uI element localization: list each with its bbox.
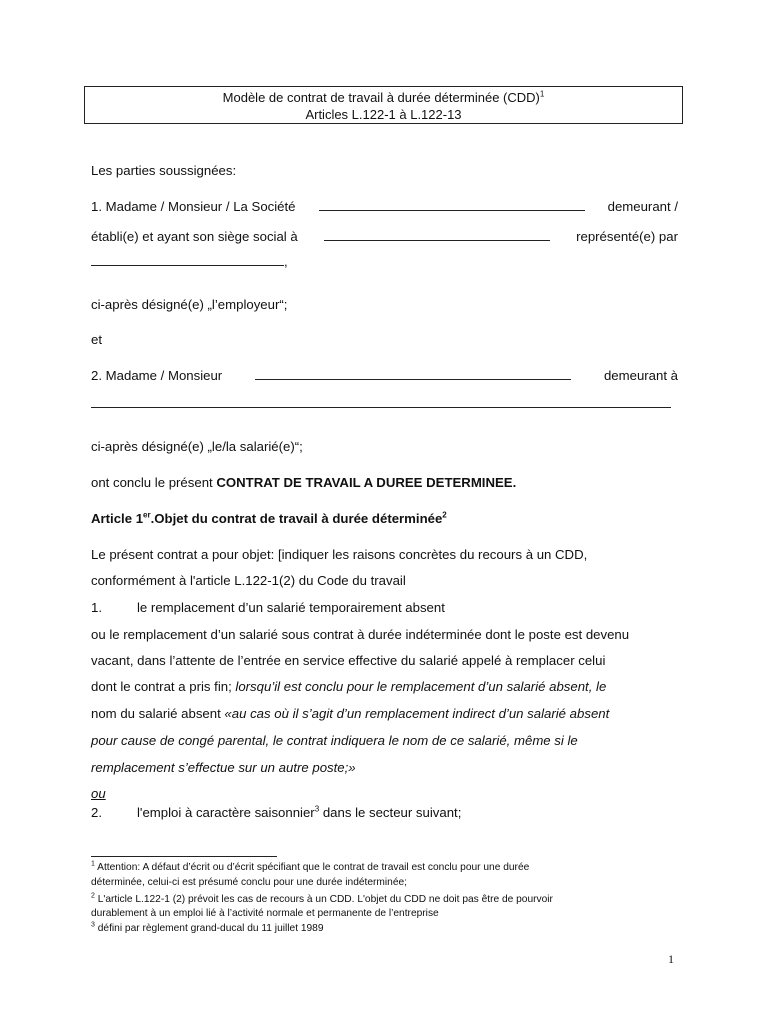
- footnote-separator: [91, 856, 277, 857]
- employer-designation: ci-après désigné(e) „l’employeur“;: [91, 297, 288, 312]
- party1-representative-blank: [91, 253, 284, 266]
- para-line5: [91, 732, 678, 749]
- party2-residence-label: demeurant à: [603, 368, 678, 383]
- para-line4-normal: nom du salarié absent: [91, 706, 225, 721]
- item1-text: le remplacement d’un salarié temporairement absent: [137, 600, 445, 615]
- employee-designation: ci-après désigné(e) „le/la salarié(e)“;: [91, 439, 303, 454]
- party2-label: 2. Madame / Monsieur: [91, 368, 223, 383]
- item2-number: 2.: [91, 805, 102, 820]
- title-box: [84, 86, 683, 124]
- party1-line2: [91, 228, 678, 245]
- item2-footnote-ref: 3: [314, 804, 320, 814]
- party2-address-blank: [91, 395, 671, 408]
- object-line1: Le présent contrat a pour objet: [indiquer les raisons concrètes du recours à un CDD,: [91, 547, 588, 562]
- item2: [91, 804, 678, 821]
- party2-line1: [91, 367, 678, 384]
- footnote-2-text: L'article L.122-1 (2) prévoit les cas de recours à un CDD. L'objet du CDD ne doit pas être de pourvoir: [94, 894, 553, 905]
- para-line3: [91, 678, 678, 695]
- party1-line3: [91, 253, 678, 270]
- article1-ordinal: er: [143, 510, 151, 520]
- item1: [91, 599, 678, 616]
- title-text: Modèle de contrat de travail à durée déterminée (CDD): [222, 90, 540, 105]
- footnote-2-number: 2: [91, 892, 95, 900]
- article1-heading: [91, 510, 678, 527]
- party2-name-blank: [255, 367, 571, 380]
- conjunction-et: et: [91, 332, 102, 347]
- footnote-2-line2: durablement à un emploi lié à l’activité normale et permanente de l’entreprise: [91, 908, 439, 919]
- article1-number: Article 1: [91, 511, 144, 526]
- parties-heading: Les parties soussignées:: [91, 163, 237, 178]
- item2-text: l'emploi à caractère saisonnier: [137, 805, 315, 820]
- contract-type-bold: CONTRAT DE TRAVAIL A DUREE DETERMINEE.: [216, 475, 517, 490]
- party1-represented-label: représenté(e) par: [576, 229, 678, 244]
- concluded-prefix: ont conclu le présent: [91, 475, 217, 490]
- footnote-3-number: 3: [91, 921, 95, 929]
- footnote-1-number: 1: [91, 860, 95, 868]
- para-line4: [91, 705, 678, 722]
- party1-label: 1. Madame / Monsieur / La Société: [91, 199, 296, 214]
- ou-text: ou: [91, 786, 106, 801]
- article1-title: Objet du contrat de travail à durée déterminée: [154, 511, 443, 526]
- title-footnote-ref: 1: [539, 89, 545, 99]
- title-line-1: [85, 89, 682, 106]
- footnote-2-line1: [91, 893, 678, 906]
- article1-footnote-ref: 2: [442, 510, 447, 520]
- para-line2: vacant, dans l’attente de l’entrée en service effective du salarié appelé à remplacer celui: [91, 653, 606, 668]
- para-line5-italic: pour cause de congé parental, le contrat indiquera le nom de ce salarié, même si le: [91, 733, 578, 748]
- item2-rest: dans le secteur suivant;: [319, 805, 462, 820]
- party1-seat-label: établi(e) et ayant son siège social à: [91, 229, 298, 244]
- page-number: 1: [668, 952, 674, 966]
- para-line3-normal: dont le contrat a pris fin;: [91, 679, 236, 694]
- party2-line2: [91, 395, 678, 412]
- party1-seat-blank: [324, 228, 550, 241]
- party1-comma: ,: [284, 254, 288, 269]
- para-line4-italic: «au cas où il s’agit d’un remplacement indirect d’un salarié absent: [224, 706, 610, 721]
- footnote-1-line2: déterminée, celui-ci est présumé conclu pour une durée indéterminée;: [91, 877, 407, 888]
- article1-dot: .: [150, 511, 155, 526]
- para-line1: ou le remplacement d’un salarié sous contrat à durée indéterminée dont le poste est devenu: [91, 627, 630, 642]
- ou-separator: [91, 785, 678, 802]
- footnote-3-text: défini par règlement grand-ducal du 11 juillet 1989: [94, 923, 324, 934]
- footnote-1-text: Attention: A défaut d’écrit ou d’écrit spécifiant que le contrat de travail est conclu pour une durée: [94, 862, 530, 873]
- footnote-3-line1: [91, 922, 678, 935]
- party1-residence-label: demeurant /: [607, 199, 678, 214]
- para-line6: [91, 759, 678, 776]
- para-line3-italic: lorsqu’il est conclu pour le remplacement d’un salarié absent, le: [235, 679, 607, 694]
- object-line2: conformément à l'article L.122-1(2) du Code du travail: [91, 573, 406, 588]
- footnote-1-line1: [91, 861, 678, 874]
- item1-number: 1.: [91, 600, 102, 615]
- para-line6-italic: remplacement s’effectue sur un autre poste;»: [91, 760, 356, 775]
- title-line-2: Articles L.122-1 à L.122-13: [305, 107, 462, 122]
- party1-line1: [91, 198, 678, 215]
- concluded-statement: [91, 474, 678, 491]
- party1-name-blank: [319, 198, 585, 211]
